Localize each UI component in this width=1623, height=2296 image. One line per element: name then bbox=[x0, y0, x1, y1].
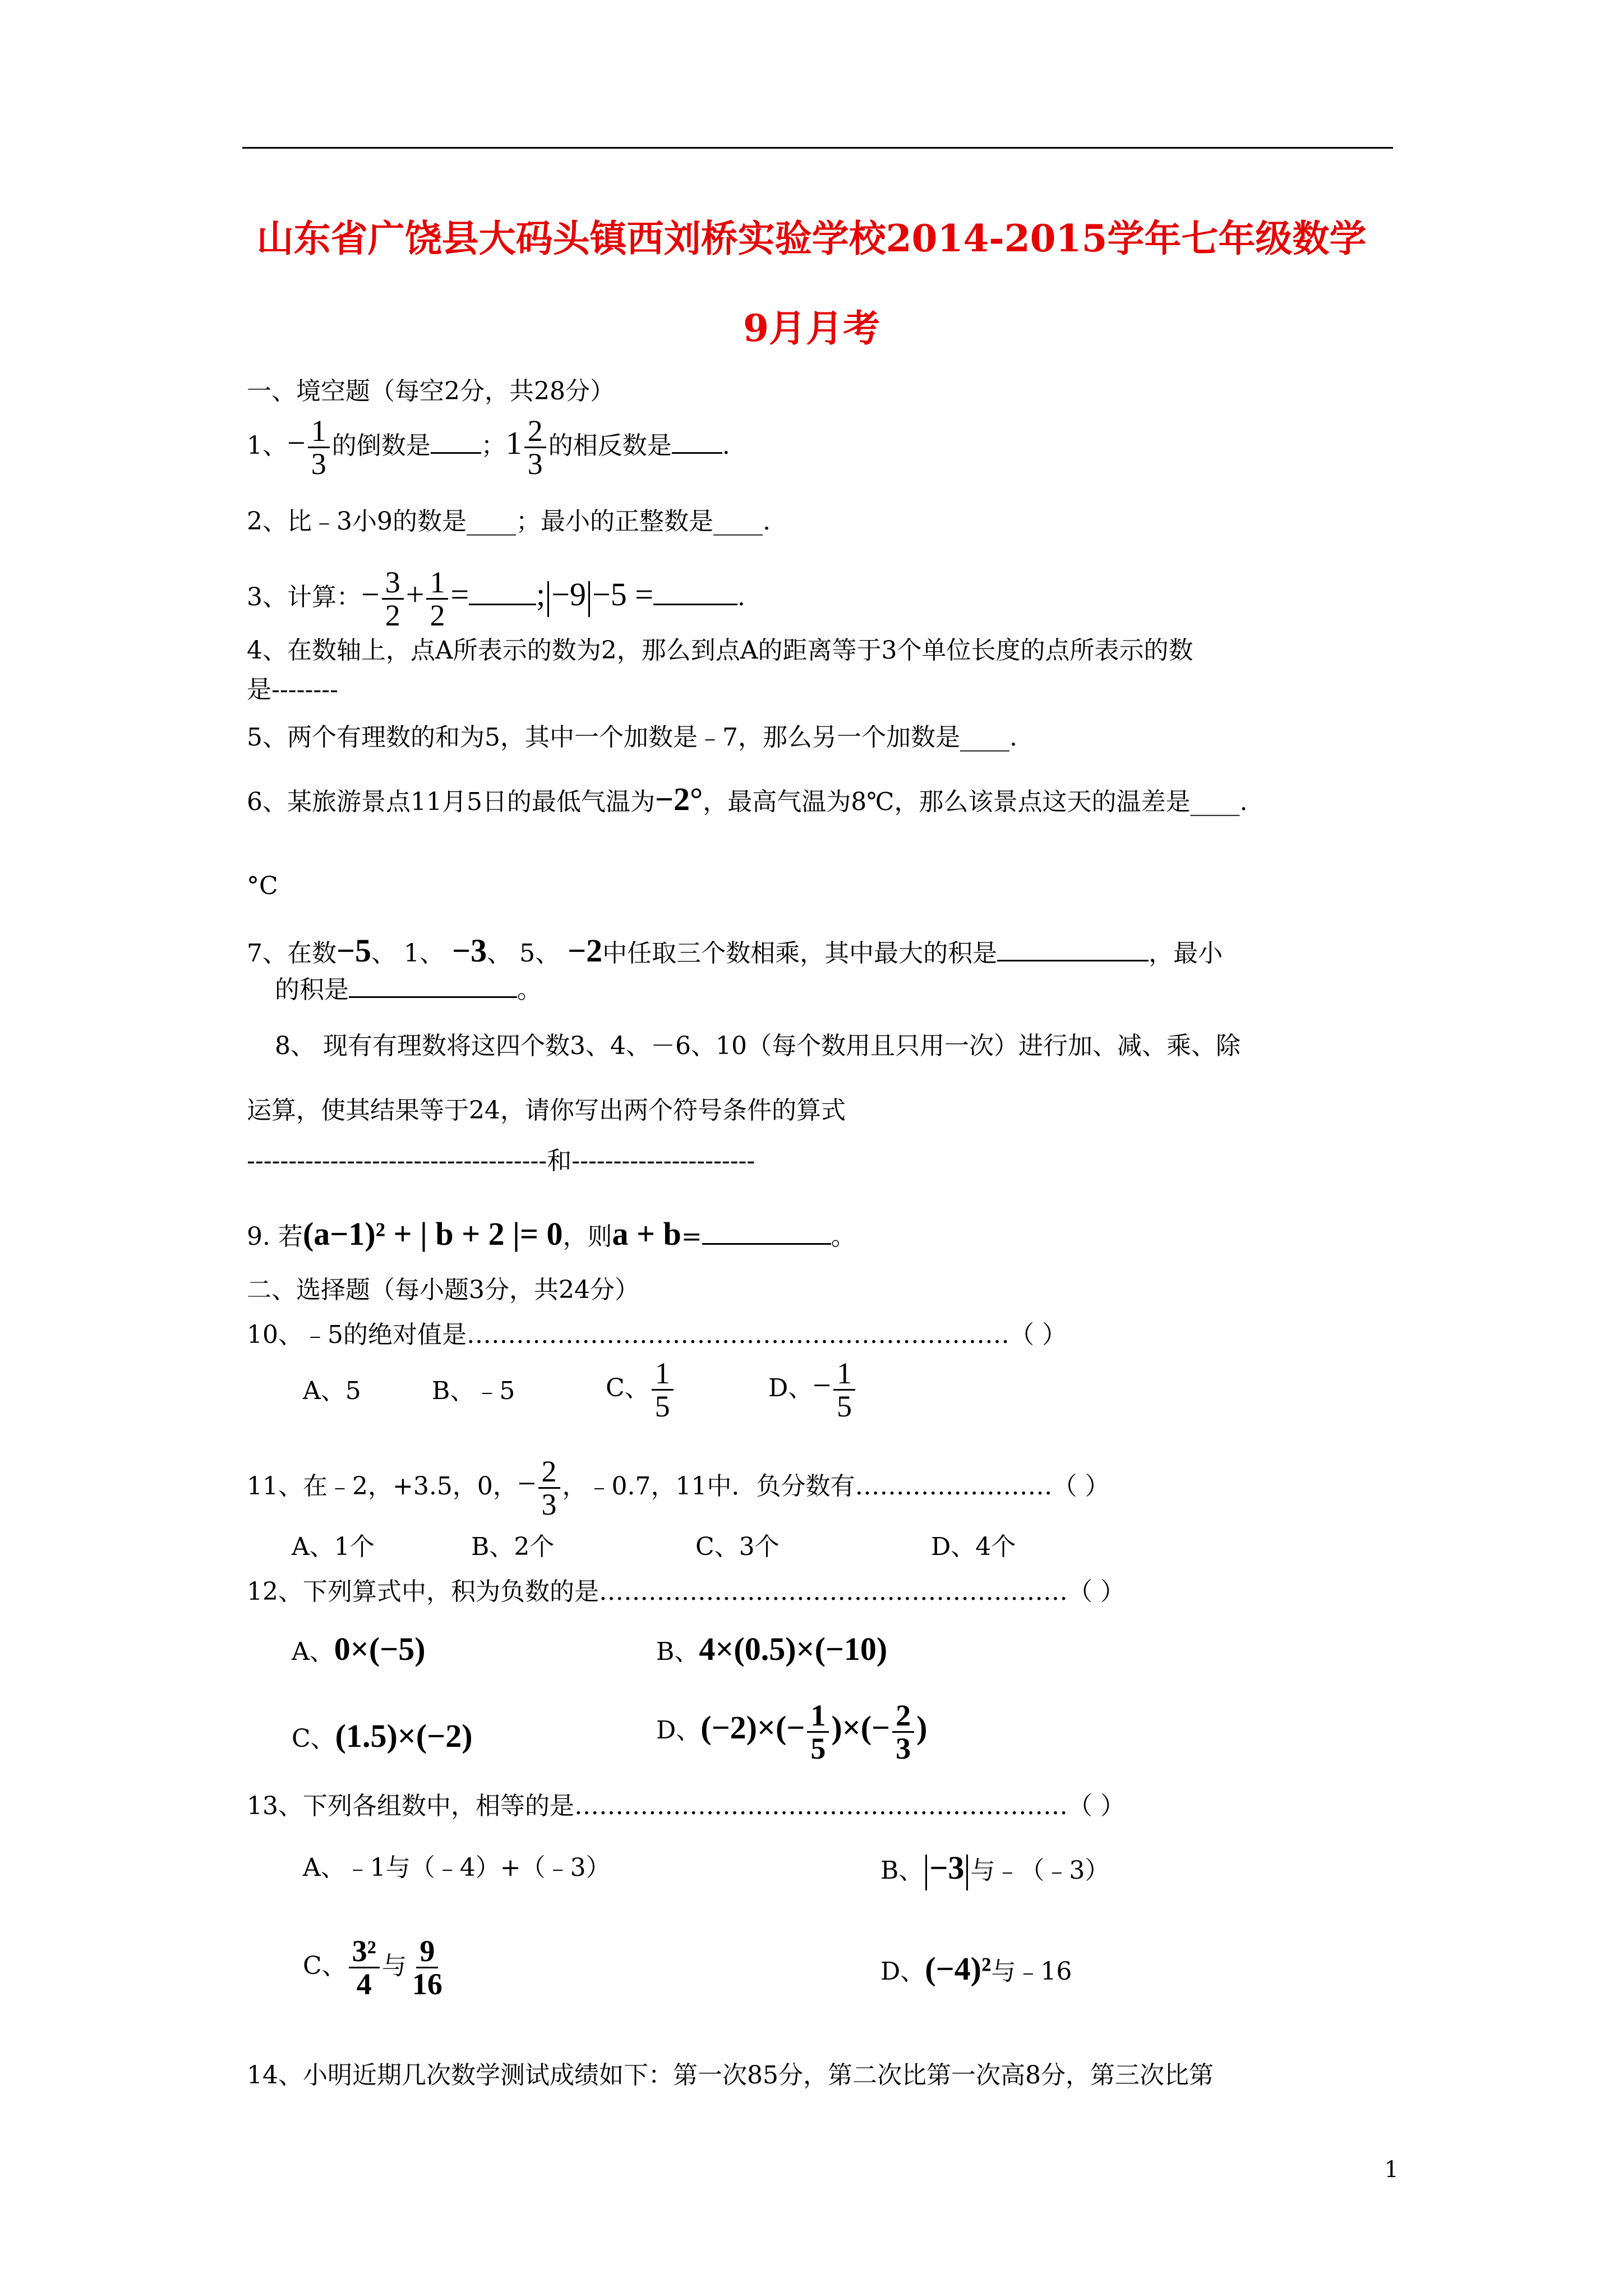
q13-c-fraction-2 bbox=[409, 1935, 446, 2000]
q9-end: 。 bbox=[831, 1222, 856, 1251]
question-13-options-row-2 bbox=[0, 1935, 1623, 2019]
q12-option-c[interactable] bbox=[292, 1719, 473, 1756]
q12-d-denominator-2: 3 bbox=[896, 1732, 911, 1765]
q7-sep-2: 、 5、 bbox=[487, 939, 568, 968]
q13-b-label: B、 bbox=[880, 1856, 924, 1885]
q3-numerator-1: 3 bbox=[382, 567, 404, 600]
q12-a-expression: 0×(−5) bbox=[334, 1631, 426, 1667]
q10-d-sign: − bbox=[813, 1367, 831, 1404]
q7-end: 。 bbox=[517, 976, 542, 1004]
question-9 bbox=[247, 1217, 856, 1254]
section-fill-in-heading: 一、境空题（每空2分，共28分） bbox=[247, 377, 615, 406]
q9-prefix: 9. 若 bbox=[247, 1222, 303, 1251]
question-5: 5、两个有理数的和为5，其中一个加数是﹣7，那么另一个加数是____. bbox=[247, 723, 1017, 752]
q1-text-a: 的倒数是 bbox=[331, 431, 431, 460]
q3-end: . bbox=[737, 583, 745, 611]
q3-blank-1[interactable] bbox=[469, 598, 536, 605]
q12-d-fraction-1 bbox=[807, 1700, 829, 1764]
q12-d-post: ) bbox=[916, 1709, 928, 1746]
q13-d-label: D、 bbox=[880, 1957, 925, 1986]
question-10-options bbox=[0, 1358, 1623, 1442]
q11-option-a[interactable]: A、1个 bbox=[292, 1533, 375, 1561]
q1-sign: − bbox=[287, 425, 306, 461]
q12-d-denominator-1: 5 bbox=[810, 1732, 826, 1765]
abs-bar-left bbox=[547, 581, 549, 617]
q12-c-expression: (1.5)×(−2) bbox=[335, 1718, 473, 1754]
question-10: 10、﹣5的绝对值是…………………………………………………………（ ） bbox=[247, 1320, 1067, 1349]
q7-number-2: −3 bbox=[452, 932, 487, 969]
q13-d-expression: (−4)² bbox=[925, 1950, 992, 1987]
q3-denominator-2: 2 bbox=[430, 599, 445, 632]
q10-d-numerator: 1 bbox=[833, 1358, 855, 1391]
q9-equals: = bbox=[681, 1222, 702, 1251]
q13-b-abs-inner: −3 bbox=[929, 1849, 965, 1886]
question-13-options-row-1 bbox=[0, 1851, 1623, 1896]
q13-option-d[interactable] bbox=[880, 1952, 1072, 1989]
q12-d-label: D、 bbox=[656, 1716, 701, 1745]
section-choice-heading: 二、选择题（每小题3分，共24分） bbox=[247, 1276, 639, 1304]
q7-number-1: −5 bbox=[336, 932, 372, 969]
header-rule bbox=[242, 147, 1393, 149]
q10-option-a[interactable]: A、5 bbox=[303, 1377, 361, 1405]
q9-target: a + b bbox=[612, 1216, 681, 1252]
q13-c-denominator-1: 4 bbox=[356, 1967, 372, 2001]
q11-option-d[interactable]: D、4个 bbox=[931, 1533, 1016, 1561]
q1-a-numerator: 1 bbox=[308, 415, 330, 448]
q3-equals: = bbox=[450, 576, 469, 613]
q10-option-c[interactable] bbox=[606, 1358, 676, 1422]
exam-title-line2: 9月月考 bbox=[743, 306, 880, 350]
q7-sep-1: 、 1、 bbox=[371, 939, 453, 968]
q10-d-denominator: 5 bbox=[837, 1389, 852, 1423]
q13-c-label: C、 bbox=[303, 1952, 347, 1980]
question-14: 14、小明近期几次数学测试成绩如下：第一次85分，第二次比第一次高8分，第三次比第 bbox=[247, 2061, 1214, 2090]
q13-c-denominator-2: 16 bbox=[412, 1967, 442, 2001]
q10-c-label: C、 bbox=[606, 1374, 649, 1402]
q10-d-label: D、 bbox=[768, 1374, 813, 1402]
question-4-line-1: 4、在数轴上，点A所表示的数为2，那么到点A的距离等于3个单位长度的点所表示的数 bbox=[247, 636, 1193, 665]
q12-d-numerator-2: 2 bbox=[892, 1700, 914, 1733]
q7-blank-max[interactable] bbox=[997, 954, 1149, 961]
q3-denominator-1: 2 bbox=[385, 599, 400, 632]
question-12: 12、下列算式中，积为负数的是…………………………………………………（ ） bbox=[247, 1577, 1125, 1606]
q12-d-mid: )×(− bbox=[831, 1709, 891, 1746]
q7-text-d: 的积是 bbox=[275, 976, 349, 1004]
question-13: 13、下列各组数中，相等的是……………………………………………………（ ） bbox=[247, 1792, 1125, 1820]
q10-option-d[interactable] bbox=[768, 1358, 857, 1422]
q11-option-b[interactable]: B、2个 bbox=[471, 1533, 555, 1561]
q7-text-a: 7、在数 bbox=[247, 939, 336, 968]
q1-separator: ； bbox=[481, 431, 506, 460]
q1-blank-1[interactable] bbox=[431, 447, 481, 454]
q9-mid: ，则 bbox=[562, 1222, 612, 1251]
q1-b-whole: 1 bbox=[505, 425, 522, 461]
question-12-options-row-2 bbox=[0, 1700, 1623, 1778]
q12-d-pre: (−2)×(− bbox=[700, 1709, 805, 1746]
abs-bar-right bbox=[966, 1855, 968, 1890]
q3-plus: + bbox=[405, 576, 425, 613]
question-8-line-3: ------------------------------------和---------------------- bbox=[247, 1147, 755, 1175]
q11-stem-a: 11、在﹣2，+3.5，0， bbox=[247, 1472, 518, 1501]
q13-option-c[interactable] bbox=[303, 1935, 448, 2000]
q11-fraction bbox=[538, 1456, 560, 1520]
q10-c-numerator: 1 bbox=[652, 1358, 674, 1391]
q13-c-numerator-1: 3² bbox=[349, 1935, 380, 1968]
q3-semicolon: ; bbox=[536, 576, 546, 613]
q12-option-d[interactable] bbox=[656, 1700, 927, 1764]
q11-numerator: 2 bbox=[538, 1456, 560, 1489]
q13-b-rest: 与﹣（﹣3） bbox=[970, 1856, 1110, 1885]
page-number: 1 bbox=[1384, 2157, 1399, 2183]
q13-option-a[interactable]: A、﹣1与（﹣4）+（﹣3） bbox=[303, 1853, 611, 1882]
q1-text-b: 的相反数是 bbox=[548, 431, 672, 460]
q13-c-fraction-1 bbox=[349, 1935, 380, 2000]
question-7-line-1 bbox=[247, 934, 1223, 970]
q12-d-fraction-2 bbox=[892, 1700, 914, 1764]
q3-sign: − bbox=[361, 576, 380, 613]
q12-b-label: B、 bbox=[656, 1637, 699, 1666]
q7-text-c: ，最小 bbox=[1149, 939, 1223, 968]
q12-b-expression: 4×(0.5)×(−10) bbox=[699, 1631, 888, 1667]
q1-b-denominator: 3 bbox=[527, 447, 543, 481]
q1-end: . bbox=[722, 431, 730, 460]
q13-option-b[interactable] bbox=[880, 1851, 1109, 1890]
q6-low-temp: −2° bbox=[654, 781, 703, 817]
abs-bar-right bbox=[588, 581, 590, 617]
q13-c-numerator-2: 9 bbox=[416, 1935, 438, 1968]
question-8-line-2: 运算，使其结果等于24，请你写出两个符号条件的算式 bbox=[247, 1096, 846, 1125]
q13-c-mid: 与 bbox=[381, 1952, 407, 1980]
question-6-unit: °C bbox=[247, 872, 278, 900]
q7-number-3: −2 bbox=[568, 932, 603, 969]
q3-fraction-1 bbox=[382, 567, 404, 631]
q12-c-label: C、 bbox=[292, 1724, 335, 1753]
q1-b-numerator: 2 bbox=[524, 415, 546, 448]
q13-d-rest: 与﹣16 bbox=[991, 1957, 1072, 1986]
question-11-options bbox=[0, 1530, 1623, 1570]
q11-option-c[interactable]: C、3个 bbox=[695, 1533, 780, 1561]
q3-rest: −5 = bbox=[592, 576, 653, 613]
q12-d-numerator-1: 1 bbox=[807, 1700, 829, 1733]
q12-option-b[interactable] bbox=[656, 1632, 887, 1669]
question-11 bbox=[247, 1456, 1110, 1520]
question-1 bbox=[247, 415, 730, 480]
q11-denominator: 3 bbox=[541, 1488, 557, 1521]
q3-abs-inner: −9 bbox=[551, 576, 586, 613]
q3-blank-2[interactable] bbox=[653, 598, 737, 605]
q7-blank-min[interactable] bbox=[349, 991, 517, 998]
question-8-line-1: 8、 现有有理数将这四个数3、4、－6、10（每个数用且只用一次）进行加、减、乘、除 bbox=[275, 1032, 1241, 1060]
q1-a-denominator: 3 bbox=[311, 447, 326, 481]
question-2: 2、比﹣3小9的数是____；最小的正整数是____. bbox=[247, 507, 771, 536]
question-3 bbox=[247, 567, 745, 631]
q7-text-b: 中任取三个数相乘，其中最大的积是 bbox=[602, 939, 998, 968]
q1-fraction-b bbox=[524, 415, 546, 480]
q3-numerator-2: 1 bbox=[426, 567, 448, 600]
q11-stem-b: ，﹣0.7，11中．负分数有……………………（ ） bbox=[562, 1472, 1110, 1501]
question-12-options-row-1 bbox=[0, 1632, 1623, 1677]
q11-sign: − bbox=[517, 1465, 536, 1502]
q10-c-denominator: 5 bbox=[654, 1389, 670, 1423]
question-6 bbox=[247, 783, 1247, 819]
q1-number: 1、 bbox=[247, 431, 287, 460]
q6-text-a: 6、某旅游景点11月5日的最低气温为 bbox=[247, 788, 655, 816]
exam-title-line1: 山东省广饶县大码头镇西刘桥实验学校2014-2015学年七年级数学 bbox=[256, 217, 1367, 260]
q1-blank-2[interactable] bbox=[672, 447, 722, 454]
q12-a-label: A、 bbox=[292, 1637, 334, 1666]
abs-bar-left bbox=[925, 1855, 927, 1890]
q6-text-b: ，最高气温为8℃，那么该景点这天的温差是____. bbox=[703, 788, 1248, 816]
q10-option-b[interactable]: B、﹣5 bbox=[432, 1377, 515, 1405]
q3-fraction-2 bbox=[426, 567, 448, 631]
q3-prefix: 3、计算： bbox=[247, 583, 361, 611]
q1-fraction-a bbox=[308, 415, 330, 480]
q10-c-fraction bbox=[652, 1358, 674, 1422]
q12-option-a[interactable] bbox=[292, 1632, 426, 1669]
q9-expression: (a−1)² + | b + 2 |= 0 bbox=[302, 1216, 563, 1252]
question-4-line-2: 是-------- bbox=[247, 675, 338, 704]
q9-blank[interactable] bbox=[702, 1237, 831, 1245]
question-7-line-2 bbox=[275, 973, 542, 1007]
q10-d-fraction bbox=[833, 1358, 855, 1422]
